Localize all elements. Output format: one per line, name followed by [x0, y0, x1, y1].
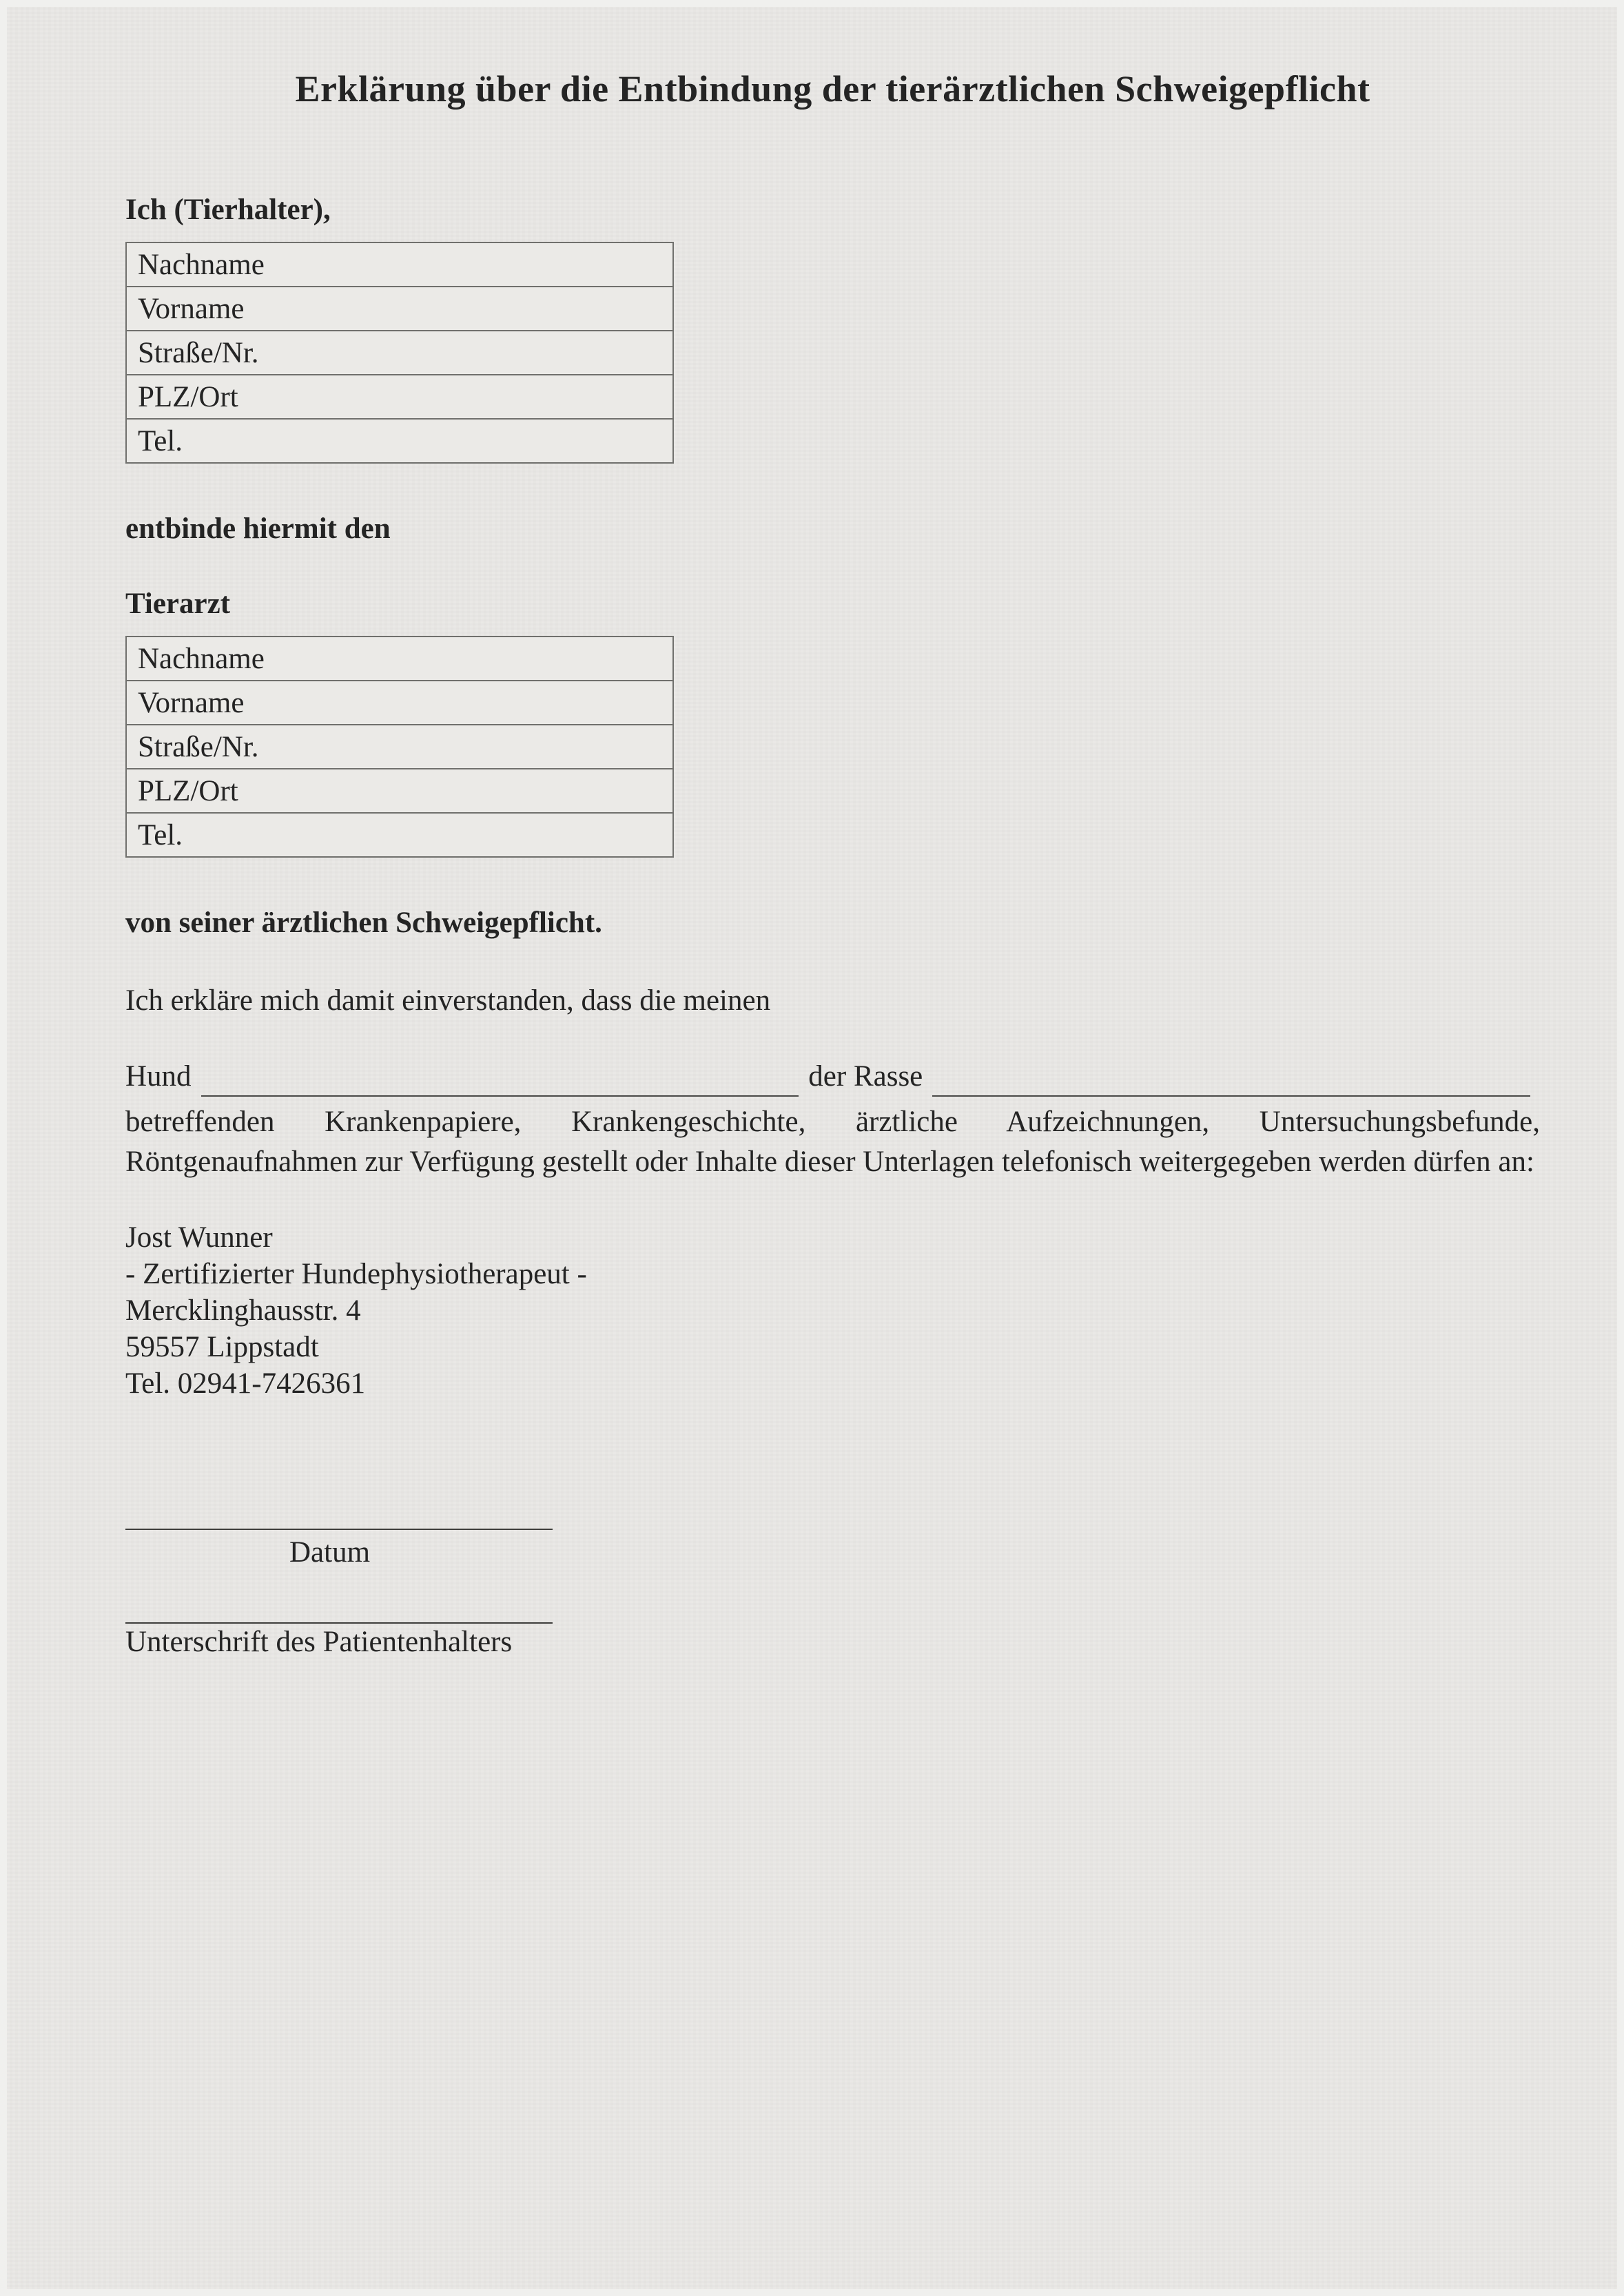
recipient-street: Mercklinghausstr. 4: [125, 1294, 361, 1327]
field-label: PLZ/Ort: [138, 380, 238, 413]
tierarzt-row-vorname: [125, 680, 674, 725]
date-label: Datum: [289, 1536, 371, 1569]
field-label: Nachname: [138, 642, 265, 675]
dog-name-blank: [201, 1065, 799, 1097]
tierhalter-heading: Ich (Tierhalter),: [125, 194, 331, 226]
dog-label: Hund: [125, 1060, 192, 1093]
consent-intro: Ich erkläre mich damit einverstanden, dass die meinen: [125, 984, 771, 1017]
tierarzt-row-strasse: [125, 724, 674, 769]
tierhalter-table: [125, 242, 674, 464]
tierarzt-table: [125, 636, 674, 858]
dog-breed-line: [125, 1057, 1540, 1097]
signature-line: [125, 1621, 553, 1624]
recipient-title: - Zertifizierter Hundephysiotherapeut -: [125, 1258, 587, 1290]
field-label: Straße/Nr.: [138, 336, 259, 369]
confidentiality-line: von seiner ärztlichen Schweigepflicht.: [125, 907, 602, 939]
tierarzt-row-tel: [125, 812, 674, 858]
tierhalter-row-plz-ort: [125, 374, 674, 420]
release-line: entbinde hiermit den: [125, 513, 391, 545]
field-label: PLZ/Ort: [138, 774, 238, 807]
consent-body: betreffenden Krankenpapiere, Krankengeschichte, ärztliche Aufzeichnungen, Untersuchungsbefunde, Röntgenaufnahmen zur Verfügung gestellt oder Inhalte dieser Unterlagen telefonisch weitergegeben werden dürfen an:: [125, 1106, 1540, 1178]
field-label: Vorname: [138, 292, 245, 325]
recipient-city: 59557 Lippstadt: [125, 1331, 319, 1363]
date-line: [125, 1527, 553, 1530]
date-block: [125, 1527, 1540, 1570]
page-title: Erklärung über die Entbindung der tierärztlichen Schweigepflicht: [295, 68, 1370, 110]
recipient-phone: Tel. 02941-7426361: [125, 1367, 366, 1400]
tierhalter-row-vorname: [125, 286, 674, 331]
breed-blank: [932, 1065, 1530, 1097]
tierhalter-row-tel: [125, 418, 674, 464]
field-label: Tel.: [138, 818, 183, 851]
field-label: Nachname: [138, 248, 265, 281]
field-label: Straße/Nr.: [138, 730, 259, 763]
breed-label: der Rasse: [808, 1060, 923, 1093]
recipient-block: [125, 1219, 1540, 1402]
signature-block: [125, 1621, 1540, 1659]
tierarzt-row-plz-ort: [125, 768, 674, 814]
tierarzt-heading: Tierarzt: [125, 588, 231, 620]
recipient-name: Jost Wunner: [125, 1221, 273, 1254]
tierhalter-row-nachname: [125, 242, 674, 287]
tierhalter-row-strasse: [125, 330, 674, 375]
tierarzt-row-nachname: [125, 636, 674, 681]
field-label: Tel.: [138, 424, 183, 457]
field-label: Vorname: [138, 686, 245, 719]
signature-label: Unterschrift des Patientenhalters: [125, 1626, 513, 1658]
